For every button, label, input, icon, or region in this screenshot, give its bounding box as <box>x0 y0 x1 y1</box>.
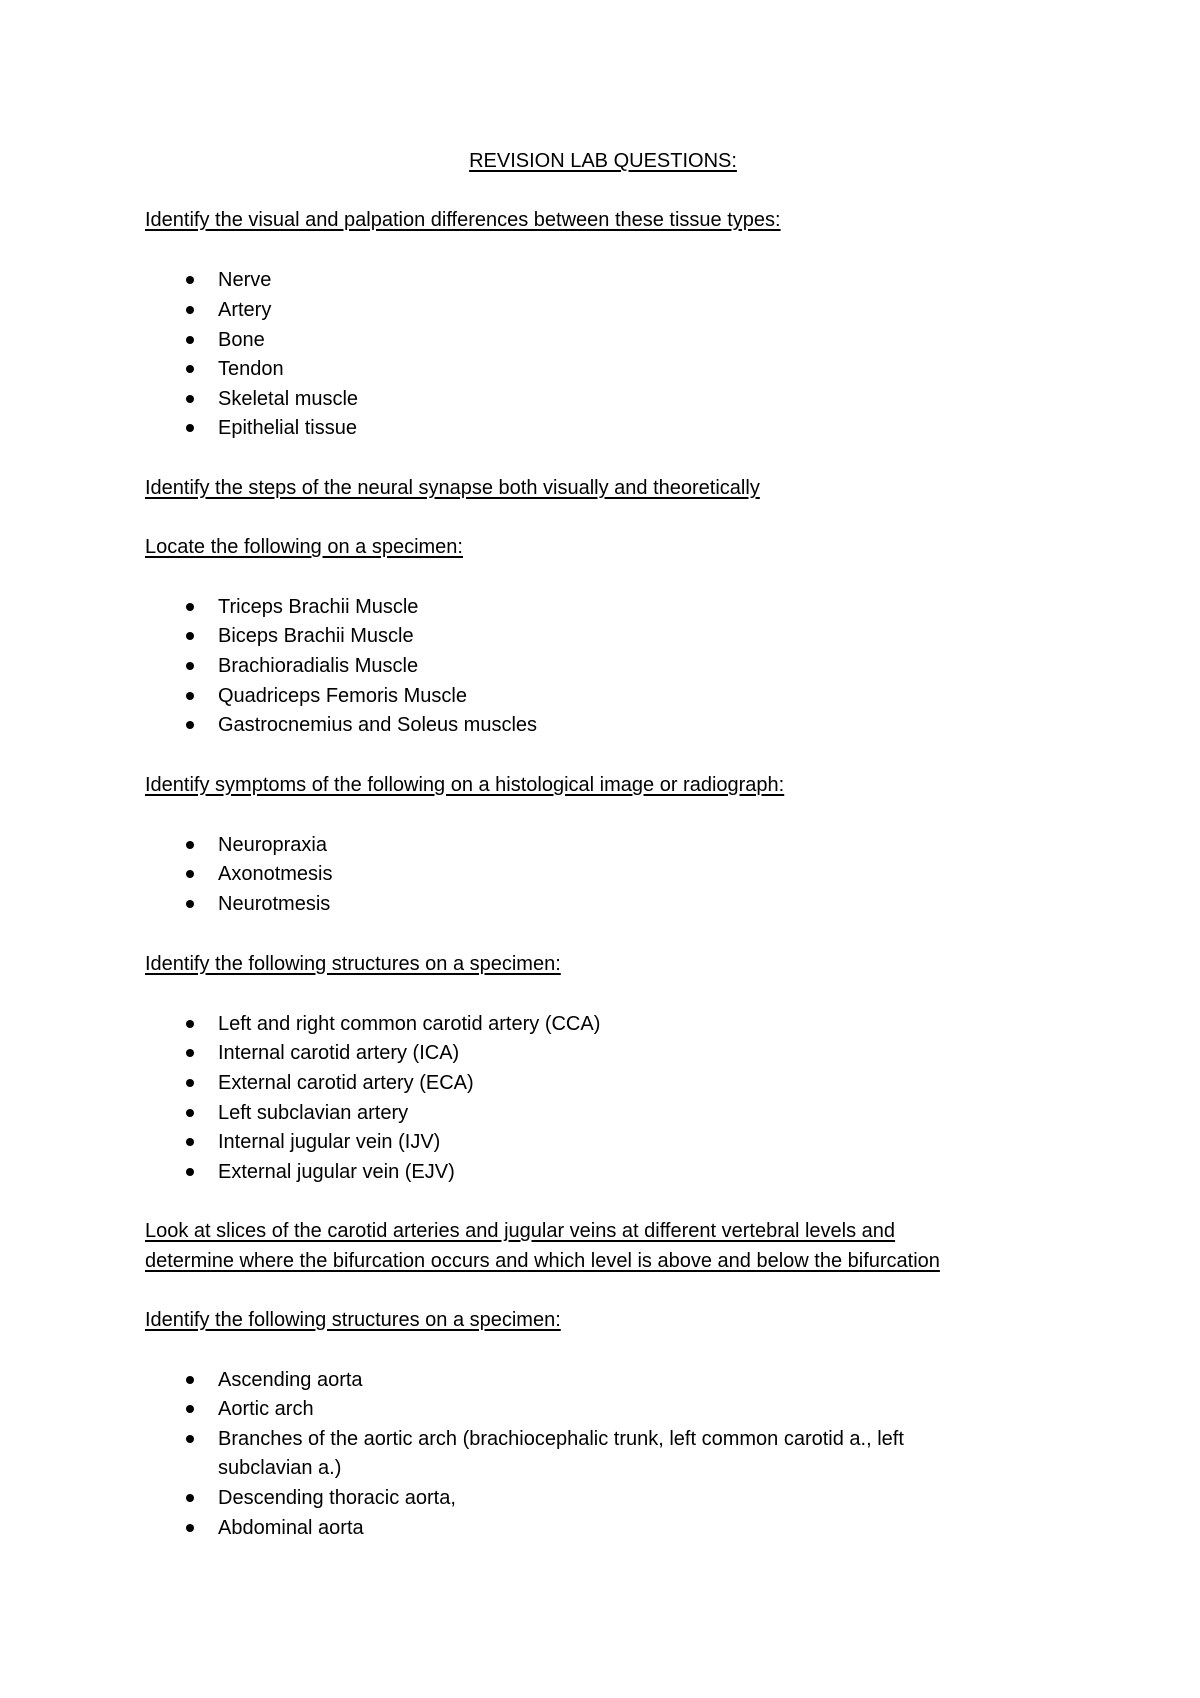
list-item: Brachioradialis Muscle <box>218 655 419 677</box>
section-heading-neural-synapse: Identify the steps of the neural synapse both visually and theoretically <box>145 477 760 499</box>
bullet-icon <box>186 1524 194 1532</box>
list-item: Descending thoracic aorta, <box>218 1487 456 1509</box>
bullet-icon <box>186 721 194 729</box>
bullet-icon <box>186 365 194 373</box>
list-item: Artery <box>218 299 272 321</box>
list-item: Left and right common carotid artery (CCA) <box>218 1013 601 1035</box>
list-item: Quadriceps Femoris Muscle <box>218 685 467 707</box>
bullet-icon <box>186 1138 194 1146</box>
list-item: Internal jugular vein (IJV) <box>218 1131 441 1153</box>
list-item: Neurotmesis <box>218 893 331 915</box>
list-item: Triceps Brachii Muscle <box>218 596 419 618</box>
list-item: Epithelial tissue <box>218 417 357 439</box>
page-title: REVISION LAB QUESTIONS: <box>469 150 737 172</box>
list-item: External carotid artery (ECA) <box>218 1072 474 1094</box>
section-heading-histological: Identify symptoms of the following on a histological image or radiograph: <box>145 774 785 796</box>
list-item: Bone <box>218 329 265 351</box>
list-item: Left subclavian artery <box>218 1102 409 1124</box>
section-heading-slices-line-2: determine where the bifurcation occurs and which level is above and below the bifurcation <box>145 1250 940 1272</box>
bullet-icon <box>186 841 194 849</box>
list-item: Ascending aorta <box>218 1369 363 1391</box>
bullet-icon <box>186 1168 194 1176</box>
list-item: Axonotmesis <box>218 863 333 885</box>
section-heading-locate-specimen: Locate the following on a specimen: <box>145 536 463 558</box>
bullet-icon <box>186 1494 194 1502</box>
bullet-icon <box>186 1376 194 1384</box>
list-item: Aortic arch <box>218 1398 314 1420</box>
bullet-icon <box>186 1109 194 1117</box>
bullet-icon <box>186 632 194 640</box>
bullet-icon <box>186 1079 194 1087</box>
bullet-icon <box>186 662 194 670</box>
bullet-icon <box>186 306 194 314</box>
list-item: Gastrocnemius and Soleus muscles <box>218 714 538 736</box>
bullet-icon <box>186 276 194 284</box>
list-item: Skeletal muscle <box>218 388 359 410</box>
list-item: Tendon <box>218 358 284 380</box>
list-item: Neuropraxia <box>218 834 327 856</box>
bullet-icon <box>186 870 194 878</box>
bullet-icon <box>186 1020 194 1028</box>
section-heading-slices-line-1: Look at slices of the carotid arteries and jugular veins at different vertebral levels and <box>145 1220 896 1242</box>
list-item-continuation: subclavian a.) <box>218 1457 342 1479</box>
list-item: Nerve <box>218 269 272 291</box>
bullet-icon <box>186 1049 194 1057</box>
section-heading-tissue-types: Identify the visual and palpation differences between these tissue types: <box>145 209 781 231</box>
list-item: Branches of the aortic arch (brachiocephalic trunk, left common carotid a., left <box>218 1428 904 1450</box>
bullet-icon <box>186 900 194 908</box>
bullet-icon <box>186 395 194 403</box>
list-item: Biceps Brachii Muscle <box>218 625 414 647</box>
bullet-icon <box>186 336 194 344</box>
list-item: External jugular vein (EJV) <box>218 1161 455 1183</box>
list-item: Internal carotid artery (ICA) <box>218 1042 460 1064</box>
bullet-icon <box>186 424 194 432</box>
bullet-icon <box>186 692 194 700</box>
section-heading-structures-carotid: Identify the following structures on a specimen: <box>145 953 561 975</box>
list-item: Abdominal aorta <box>218 1517 364 1539</box>
bullet-icon <box>186 1405 194 1413</box>
bullet-icon <box>186 603 194 611</box>
bullet-icon <box>186 1435 194 1443</box>
section-heading-structures-aorta: Identify the following structures on a specimen: <box>145 1309 561 1331</box>
